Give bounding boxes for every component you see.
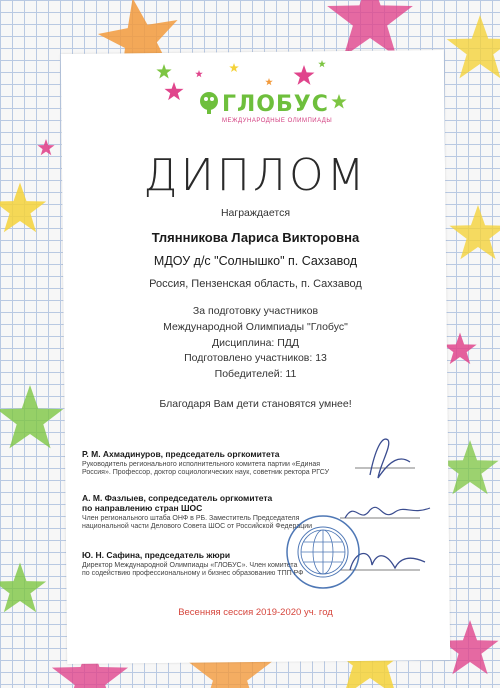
signatory-desc: Россия». Профессор, доктор социологических наук, советник ректора РГСУ [82,469,330,476]
signatory-desc: Член регионального штаба ОНФ в РБ. Заместитель Председателя [82,515,300,522]
star-icon [156,64,171,78]
star-icon [331,94,346,108]
signatory-desc: национальной части Делового Совета ШОС от Российской Федерации [82,523,313,530]
star-icon [229,63,239,72]
signature-1 [370,439,410,478]
diploma-title: ДИПЛОМ [143,150,368,201]
signatory-name: А. М. Фазлыев, сопредседатель оргкомитета [82,493,273,503]
official-stamp [285,514,361,590]
star-icon [195,70,203,77]
signatory-desc: Руководитель регионального исполнительного комитета партии «Единая [82,461,320,468]
signatory-name: Ю. Н. Сафина, председатель жюри [82,550,231,560]
award-line2: Международной Олимпиады "Глобус" [163,321,348,333]
star-icon [164,82,183,100]
thanks-text: Благодаря Вам дети становятся умнее! [159,398,352,410]
signatory-desc: Директор Международной Олимпиады «ГЛОБУС». Член комитета [82,562,298,569]
signatory-name: Р. М. Ахмадинуров, председатель оргкомитета [82,449,280,459]
signatory-desc: по содействию профессиональному и бизнес образованию ТПП РФ [82,570,304,577]
signatory-name: по направлению стран ШОС [82,503,203,513]
signature-3 [350,554,425,570]
awarded-label: Награждается [220,207,291,219]
logo-tagline: МЕЖДУНАРОДНЫЕ ОЛИМПИАДЫ [222,118,333,124]
star-icon [318,60,326,67]
session-label: Весенняя сессия 2019-2020 уч. год [178,607,333,618]
star-icon [294,65,315,85]
award-line1: За подготовку участников [192,305,319,317]
participants-count: Подготовлено участников: 13 [184,352,327,364]
logo-name: ГЛОБУС [222,92,329,117]
institution: МДОУ д/с "Солнышко" п. Сахзавод [153,254,358,268]
location: Россия, Пензенская область, п. Сахзавод [149,278,362,290]
discipline: Дисциплина: ПДД [211,337,300,349]
globe-logo-icon [199,91,219,115]
winners-count: Победителей: 11 [214,368,297,380]
star-icon [265,78,273,85]
recipient-name: Тлянникова Лариса Викторовна [151,230,360,245]
